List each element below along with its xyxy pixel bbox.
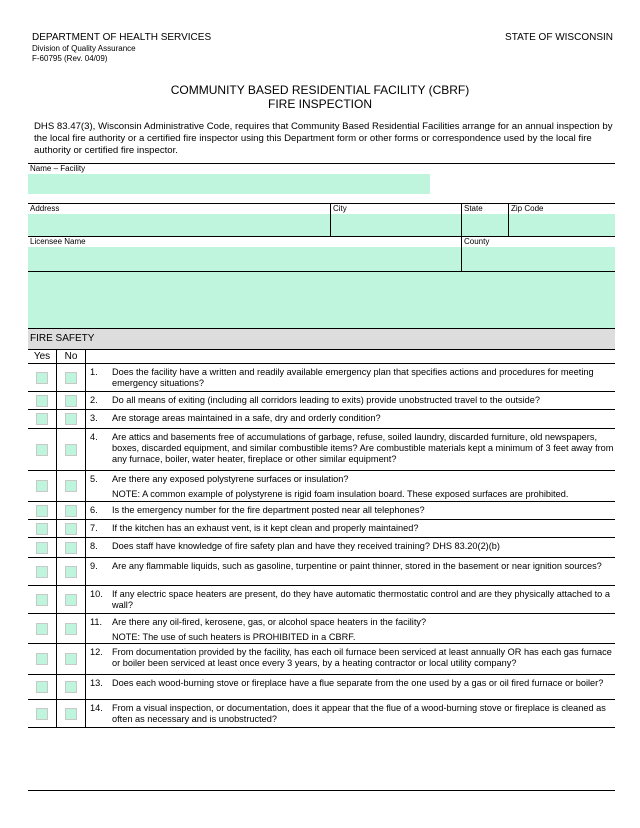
checkbox-square[interactable] xyxy=(65,681,77,693)
question-text: If the kitchen has an exhaust vent, is it kept clean and properly maintained? xyxy=(112,523,419,533)
facility-name-row xyxy=(28,163,615,194)
county-cell xyxy=(461,237,615,271)
yes-checkbox[interactable] xyxy=(28,538,57,557)
question-text-wrap xyxy=(112,429,615,470)
question-text-wrap xyxy=(112,675,615,699)
intro-paragraph: DHS 83.47(3), Wisconsin Administrative Code, requires that Community Based Residential Facilities arrange for an annual inspection by the local fire authority or a certified fire inspector using this Department form or other forms or correspondence used by the local fire authority or certified fire inspector. xyxy=(34,121,613,156)
checkbox-square[interactable] xyxy=(36,708,48,720)
question-text-wrap xyxy=(112,520,615,537)
address-label: Address xyxy=(30,204,60,213)
yes-checkbox[interactable] xyxy=(28,364,57,391)
question-text: Are there any exposed polystyrene surfaces or insulation? xyxy=(112,474,349,484)
question-row xyxy=(28,392,615,410)
no-checkbox[interactable] xyxy=(57,410,86,428)
question-text: Are attics and basements free of accumulations of garbage, refuse, soiled laundry, discarded furniture, old newspapers, boxes, discarded equipment, and similar combustible items? Are combustible materials kept a minimum of 3 feet away from any furnace, boiler, water heater, fireplace or other similar equipment? xyxy=(112,432,614,464)
yes-checkbox[interactable] xyxy=(28,392,57,409)
checkbox-square[interactable] xyxy=(36,523,48,535)
yes-checkbox[interactable] xyxy=(28,700,57,727)
state-label: STATE OF WISCONSIN xyxy=(505,32,613,43)
question-row xyxy=(28,429,615,471)
department-name: DEPARTMENT OF HEALTH SERVICES xyxy=(32,32,212,43)
question-row xyxy=(28,644,615,675)
zip-label: Zip Code xyxy=(511,204,544,213)
question-text-wrap xyxy=(112,700,615,727)
question-row xyxy=(28,538,615,558)
checkbox-square[interactable] xyxy=(36,372,48,384)
question-text: Are there any oil-fired, kerosene, gas, or alcohol space heaters in the facility? xyxy=(112,617,427,627)
form-number: F-60795 (Rev. 04/09) xyxy=(32,54,108,63)
no-checkbox[interactable] xyxy=(57,558,86,585)
no-checkbox[interactable] xyxy=(57,538,86,557)
checkbox-square[interactable] xyxy=(36,480,48,492)
question-row xyxy=(28,410,615,429)
checkbox-square[interactable] xyxy=(65,623,77,635)
no-checkbox[interactable] xyxy=(57,586,86,613)
question-number: 3. xyxy=(90,413,98,423)
city-cell xyxy=(330,204,461,236)
question-number: 10. xyxy=(90,589,103,599)
yes-column-label: Yes xyxy=(28,350,57,363)
checkbox-square[interactable] xyxy=(36,623,48,635)
yes-checkbox[interactable] xyxy=(28,520,57,537)
question-number: 9. xyxy=(90,561,98,571)
yes-checkbox[interactable] xyxy=(28,586,57,613)
question-text: From a visual inspection, or documentation, does it appear that the flue of a wood-burning stove or fireplace is cleaned as often as necessary and is unobstructed? xyxy=(112,703,606,724)
question-row xyxy=(28,520,615,538)
yes-checkbox[interactable] xyxy=(28,429,57,470)
address-cell xyxy=(28,204,330,236)
no-column-label: No xyxy=(57,350,86,363)
question-text: Is the emergency number for the fire department posted near all telephones? xyxy=(112,505,425,515)
question-text-wrap xyxy=(112,614,615,643)
no-checkbox[interactable] xyxy=(57,502,86,519)
question-text: Does the facility have a written and readily available emergency plan that specifies actions and procedures for meeting emergency situations? xyxy=(112,367,594,388)
checkbox-square[interactable] xyxy=(65,395,77,407)
no-checkbox[interactable] xyxy=(57,520,86,537)
no-checkbox[interactable] xyxy=(57,392,86,409)
checkbox-square[interactable] xyxy=(36,505,48,517)
checkbox-square[interactable] xyxy=(65,523,77,535)
question-number: 2. xyxy=(90,395,98,405)
zip-input[interactable] xyxy=(509,214,615,236)
yes-no-header xyxy=(28,350,615,364)
no-checkbox[interactable] xyxy=(57,614,86,643)
licensee-cell xyxy=(28,237,461,271)
question-text-wrap xyxy=(112,364,615,391)
checkbox-square[interactable] xyxy=(36,395,48,407)
question-row xyxy=(28,586,615,614)
checkbox-square[interactable] xyxy=(36,542,48,554)
checkbox-square[interactable] xyxy=(65,653,77,665)
title-line-1: COMMUNITY BASED RESIDENTIAL FACILITY (CBRF) xyxy=(170,83,470,97)
facility-name-input[interactable] xyxy=(28,174,430,194)
licensee-row xyxy=(28,236,615,271)
county-input[interactable] xyxy=(462,247,615,271)
county-label: County xyxy=(464,237,490,246)
header-left xyxy=(32,32,211,64)
state-input[interactable] xyxy=(462,214,508,236)
yes-checkbox[interactable] xyxy=(28,675,57,699)
city-input[interactable] xyxy=(331,214,461,236)
question-number: 14. xyxy=(90,703,103,713)
question-text: Are storage areas maintained in a safe, dry and orderly condition? xyxy=(112,413,381,423)
checkbox-square[interactable] xyxy=(36,413,48,425)
question-row xyxy=(28,700,615,728)
question-list xyxy=(28,364,615,728)
licensee-input[interactable] xyxy=(28,247,461,271)
state-cell xyxy=(461,204,508,236)
question-number: 12. xyxy=(90,647,103,657)
question-number: 8. xyxy=(90,541,98,551)
no-checkbox[interactable] xyxy=(57,364,86,391)
question-number: 7. xyxy=(90,523,98,533)
checkbox-square[interactable] xyxy=(65,413,77,425)
question-number: 1. xyxy=(90,367,98,377)
yes-checkbox[interactable] xyxy=(28,471,57,501)
no-checkbox[interactable] xyxy=(57,700,86,727)
question-text: Does each wood-burning stove or fireplace have a flue separate from the one used by a gas or oil fired furnace or boiler? xyxy=(112,678,604,688)
yes-checkbox[interactable] xyxy=(28,558,57,585)
no-checkbox[interactable] xyxy=(57,644,86,674)
question-text-wrap xyxy=(112,471,615,501)
address-row xyxy=(28,203,615,236)
question-note: NOTE: A common example of polystyrene is rigid foam insulation board. These exposed surfaces are prohibited. xyxy=(112,489,569,499)
notes-area[interactable] xyxy=(28,271,615,328)
question-text: Do all means of exiting (including all corridors leading to exits) provide unobstructed travel to the outside? xyxy=(112,395,540,405)
no-checkbox[interactable] xyxy=(57,471,86,501)
question-text-wrap xyxy=(112,392,615,409)
zip-cell xyxy=(508,204,615,236)
checkbox-square[interactable] xyxy=(65,505,77,517)
address-input[interactable] xyxy=(28,214,330,236)
question-number: 11. xyxy=(90,617,103,627)
question-row xyxy=(28,364,615,392)
question-text: Are any flammable liquids, such as gasoline, turpentine or paint thinner, stored in the basement or near ignition sources? xyxy=(112,561,602,571)
question-row xyxy=(28,502,615,520)
question-row xyxy=(28,471,615,502)
inspection-form xyxy=(28,163,615,728)
question-text-wrap xyxy=(112,644,615,674)
question-text-wrap xyxy=(112,538,615,557)
checkbox-square[interactable] xyxy=(65,594,77,606)
question-text: From documentation provided by the facility, has each oil furnace been serviced at least annually OR has each gas furnace or boiler been serviced at least once every 3 years, by a heating contractor or local utility company? xyxy=(112,647,612,668)
question-text-wrap xyxy=(112,558,615,585)
state-field-label: State xyxy=(464,204,483,213)
yes-checkbox[interactable] xyxy=(28,614,57,643)
fire-safety-header: FIRE SAFETY xyxy=(28,328,615,350)
question-row xyxy=(28,614,615,644)
checkbox-square[interactable] xyxy=(65,480,77,492)
no-checkbox[interactable] xyxy=(57,429,86,470)
question-text-wrap xyxy=(112,586,615,613)
checkbox-square[interactable] xyxy=(65,444,77,456)
bottom-rule xyxy=(28,790,615,791)
question-number: 4. xyxy=(90,432,98,442)
facility-name-label: Name – Facility xyxy=(30,164,86,173)
yes-checkbox[interactable] xyxy=(28,644,57,674)
question-note: NOTE: The use of such heaters is PROHIBITED in a CBRF. xyxy=(112,632,356,642)
city-label: City xyxy=(333,204,347,213)
checkbox-square[interactable] xyxy=(36,681,48,693)
checkbox-square[interactable] xyxy=(36,566,48,578)
checkbox-square[interactable] xyxy=(36,444,48,456)
page-title xyxy=(0,83,640,111)
licensee-label: Licensee Name xyxy=(30,237,86,246)
checkbox-square[interactable] xyxy=(36,653,48,665)
checkbox-square[interactable] xyxy=(65,542,77,554)
yes-checkbox[interactable] xyxy=(28,502,57,519)
question-text: If any electric space heaters are present, do they have automatic thermostatic control and are they physically attached to a wall? xyxy=(112,589,610,610)
question-number: 5. xyxy=(90,474,98,484)
checkbox-square[interactable] xyxy=(36,594,48,606)
question-text: Does staff have knowledge of fire safety plan and have they received training? DHS 83.20(2)(b) xyxy=(112,541,500,551)
question-number: 13. xyxy=(90,678,103,688)
division-name: Division of Quality Assurance xyxy=(32,44,136,53)
no-checkbox[interactable] xyxy=(57,675,86,699)
yes-checkbox[interactable] xyxy=(28,410,57,428)
question-text-wrap xyxy=(112,502,615,519)
checkbox-square[interactable] xyxy=(65,372,77,384)
question-row xyxy=(28,558,615,586)
question-text-wrap xyxy=(112,410,615,428)
title-line-2: FIRE INSPECTION xyxy=(267,97,372,111)
checkbox-square[interactable] xyxy=(65,708,77,720)
checkbox-square[interactable] xyxy=(65,566,77,578)
question-row xyxy=(28,675,615,700)
question-number: 6. xyxy=(90,505,98,515)
